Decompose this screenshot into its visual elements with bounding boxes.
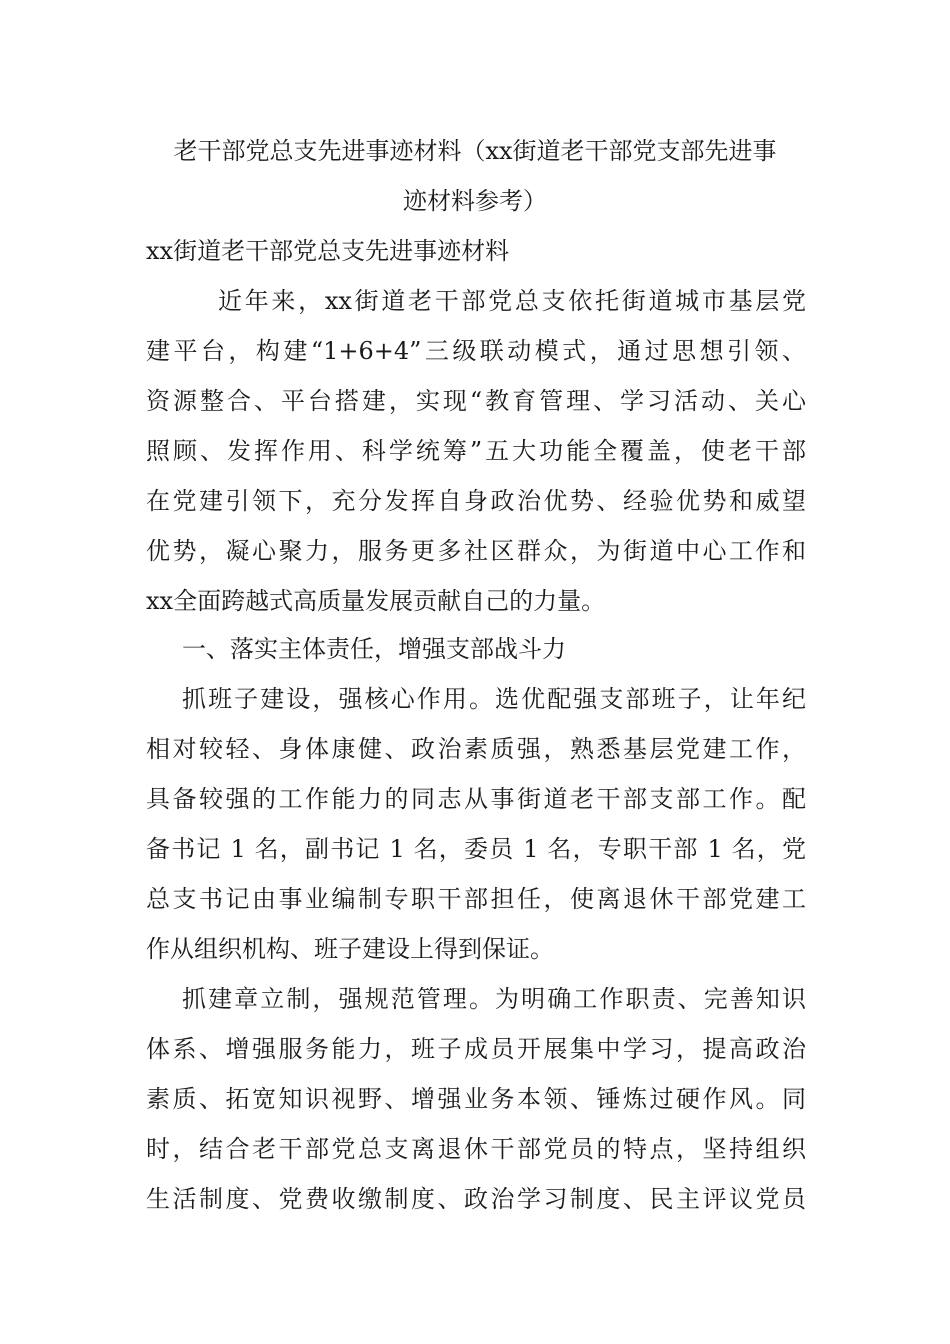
para1-line-1: 抓班子建设，强核心作用。选优配强支部班子，让年纪 — [182, 685, 806, 713]
document-subtitle: xx街道老干部党总支先进事迹材料 — [146, 237, 510, 265]
para1-line-3: 具备较强的工作能力的同志从事街道老干部支部工作。配 — [146, 785, 806, 813]
para2-line-3: 素质、拓宽知识视野、增强业务本领、锤炼过硬作风。同 — [146, 1085, 806, 1113]
intro-line-3: 资源整合、平台搭建，实现“教育管理、学习活动、关心 — [146, 387, 806, 415]
para2-line-4: 时，结合老干部党总支离退休干部党员的特点，坚持组织 — [146, 1135, 806, 1163]
para1-line-6: 作从组织机构、班子建设上得到保证。 — [146, 935, 554, 963]
para1-line-4: 备书记 1 名，副书记 1 名，委员 1 名，专职干部 1 名，党 — [146, 835, 806, 863]
intro-line-1: 近年来，xx街道老干部党总支依托街道城市基层党 — [218, 287, 806, 315]
document-title-line-1: 老干部党总支先进事迹材料（xx街道老干部党支部先进事 — [173, 137, 777, 165]
section-heading-1: 一、落实主体责任，增强支部战斗力 — [182, 635, 566, 663]
intro-line-7: xx全面跨越式高质量发展贡献自己的力量。 — [146, 587, 606, 615]
para1-line-2: 相对较轻、身体康健、政治素质强，熟悉基层党建工作， — [146, 735, 806, 763]
intro-line-5: 在党建引领下，充分发挥自身政治优势、经验优势和威望 — [146, 487, 806, 515]
intro-line-4: 照顾、发挥作用、科学统筹”五大功能全覆盖，使老干部 — [146, 437, 806, 465]
para1-line-5: 总支书记由事业编制专职干部担任，使离退休干部党建工 — [146, 885, 806, 913]
document-title-line-2: 迹材料参考） — [403, 187, 547, 215]
para2-line-5: 生活制度、党费收缴制度、政治学习制度、民主评议党员 — [146, 1185, 806, 1213]
intro-line-2: 建平台，构建“1+6+4”三级联动模式，通过思想引领、 — [146, 337, 806, 365]
para2-line-2: 体系、增强服务能力，班子成员开展集中学习，提高政治 — [146, 1035, 806, 1063]
para2-line-1: 抓建章立制，强规范管理。为明确工作职责、完善知识 — [182, 985, 806, 1013]
intro-line-6: 优势，凝心聚力，服务更多社区群众，为街道中心工作和 — [146, 537, 806, 565]
